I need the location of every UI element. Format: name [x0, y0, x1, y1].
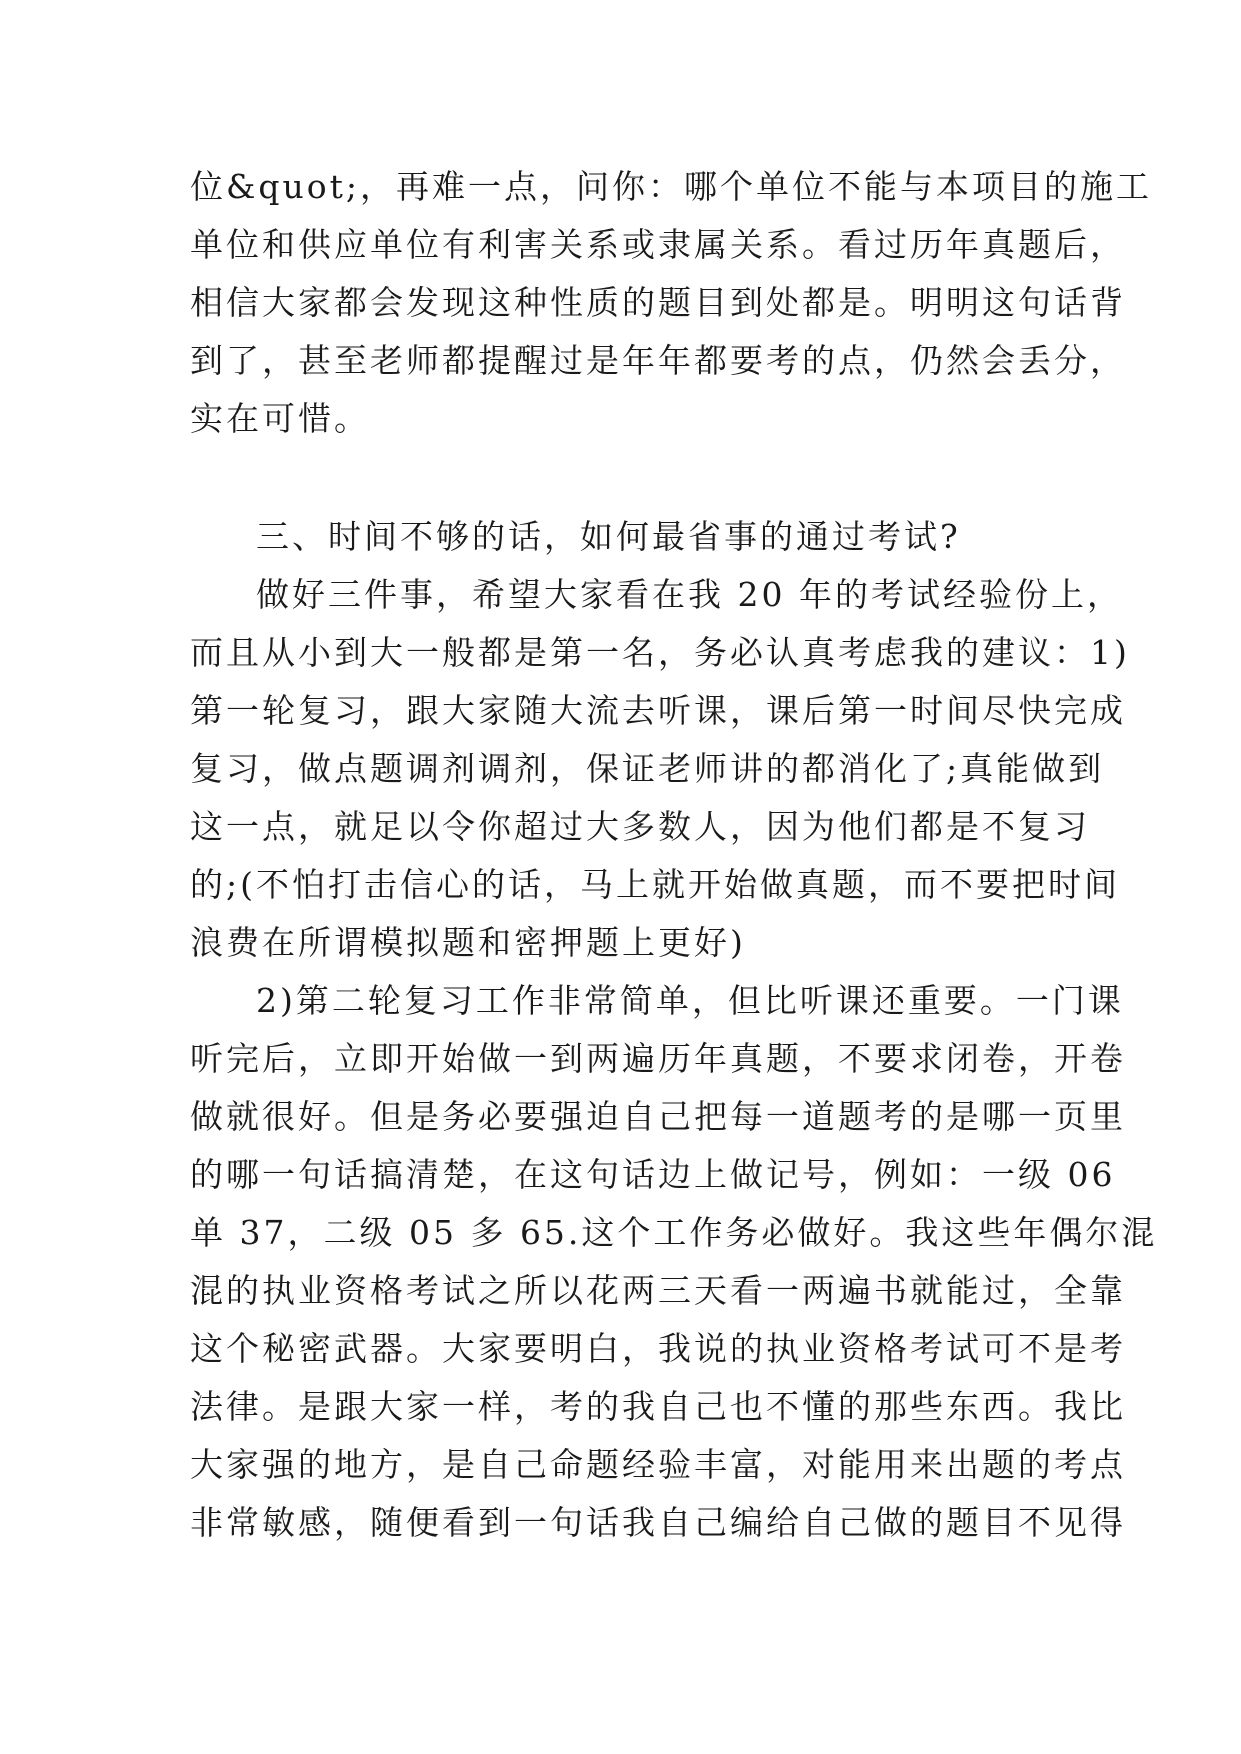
paragraph-line: 这个秘密武器。大家要明白，我说的执业资格考试可不是考: [190, 1329, 1126, 1368]
paragraph-line: 大家强的地方，是自己命题经验丰富，对能用来出题的考点: [190, 1445, 1126, 1484]
paragraph-line: 混的执业资格考试之所以花两三天看一两遍书就能过，全靠: [190, 1271, 1126, 1310]
section-heading: 三、时间不够的话，如何最省事的通过考试?: [256, 517, 961, 556]
paragraph-line: 而且从小到大一般都是第一名，务必认真考虑我的建议：1): [190, 633, 1130, 672]
paragraph-line: 位&quot;，再难一点，问你：哪个单位不能与本项目的施工: [190, 167, 1152, 206]
paragraph-two: [190, 972, 1158, 1552]
paragraph-line: 相信大家都会发现这种性质的题目到处都是。明明这句话背: [190, 283, 1126, 322]
paragraph-line: 这一点，就足以令你超过大多数人，因为他们都是不复习: [190, 807, 1090, 846]
paragraph-line: 的;(不怕打击信心的话，马上就开始做真题，而不要把时间: [190, 865, 1120, 904]
continued-paragraph: [190, 158, 1152, 448]
paragraph-line: 听完后，立即开始做一到两遍历年真题，不要求闭卷，开卷: [190, 1039, 1126, 1078]
paragraph-line: 单位和供应单位有利害关系或隶属关系。看过历年真题后，: [190, 225, 1126, 264]
paragraph-one: [190, 566, 1130, 972]
paragraph-line: 非常敏感，随便看到一句话我自己编给自己做的题目不见得: [190, 1503, 1126, 1542]
paragraph-line: 做好三件事，希望大家看在我 20 年的考试经验份上，: [256, 575, 1123, 614]
paragraph-line: 做就很好。但是务必要强迫自己把每一道题考的是哪一页里: [190, 1097, 1126, 1136]
paragraph-line: 法律。是跟大家一样，考的我自己也不懂的那些东西。我比: [190, 1387, 1126, 1426]
paragraph-line: 的哪一句话搞清楚，在这句话边上做记号，例如：一级 06: [190, 1155, 1116, 1194]
paragraph-line: 第一轮复习，跟大家随大流去听课，课后第一时间尽快完成: [190, 691, 1126, 730]
paragraph-line: 复习，做点题调剂调剂，保证老师讲的都消化了;真能做到: [190, 749, 1105, 788]
paragraph-line: 实在可惜。: [190, 399, 370, 438]
section-three: [190, 508, 1158, 1552]
paragraph-line: 到了，甚至老师都提醒过是年年都要考的点，仍然会丢分，: [190, 341, 1126, 380]
paragraph-line: 单 37，二级 05 多 65.这个工作务必做好。我这些年偶尔混: [190, 1213, 1158, 1252]
paragraph-line: 2)第二轮复习工作非常简单，但比听课还重要。一门课: [256, 981, 1124, 1020]
paragraph-line: 浪费在所谓模拟题和密押题上更好): [190, 923, 746, 962]
